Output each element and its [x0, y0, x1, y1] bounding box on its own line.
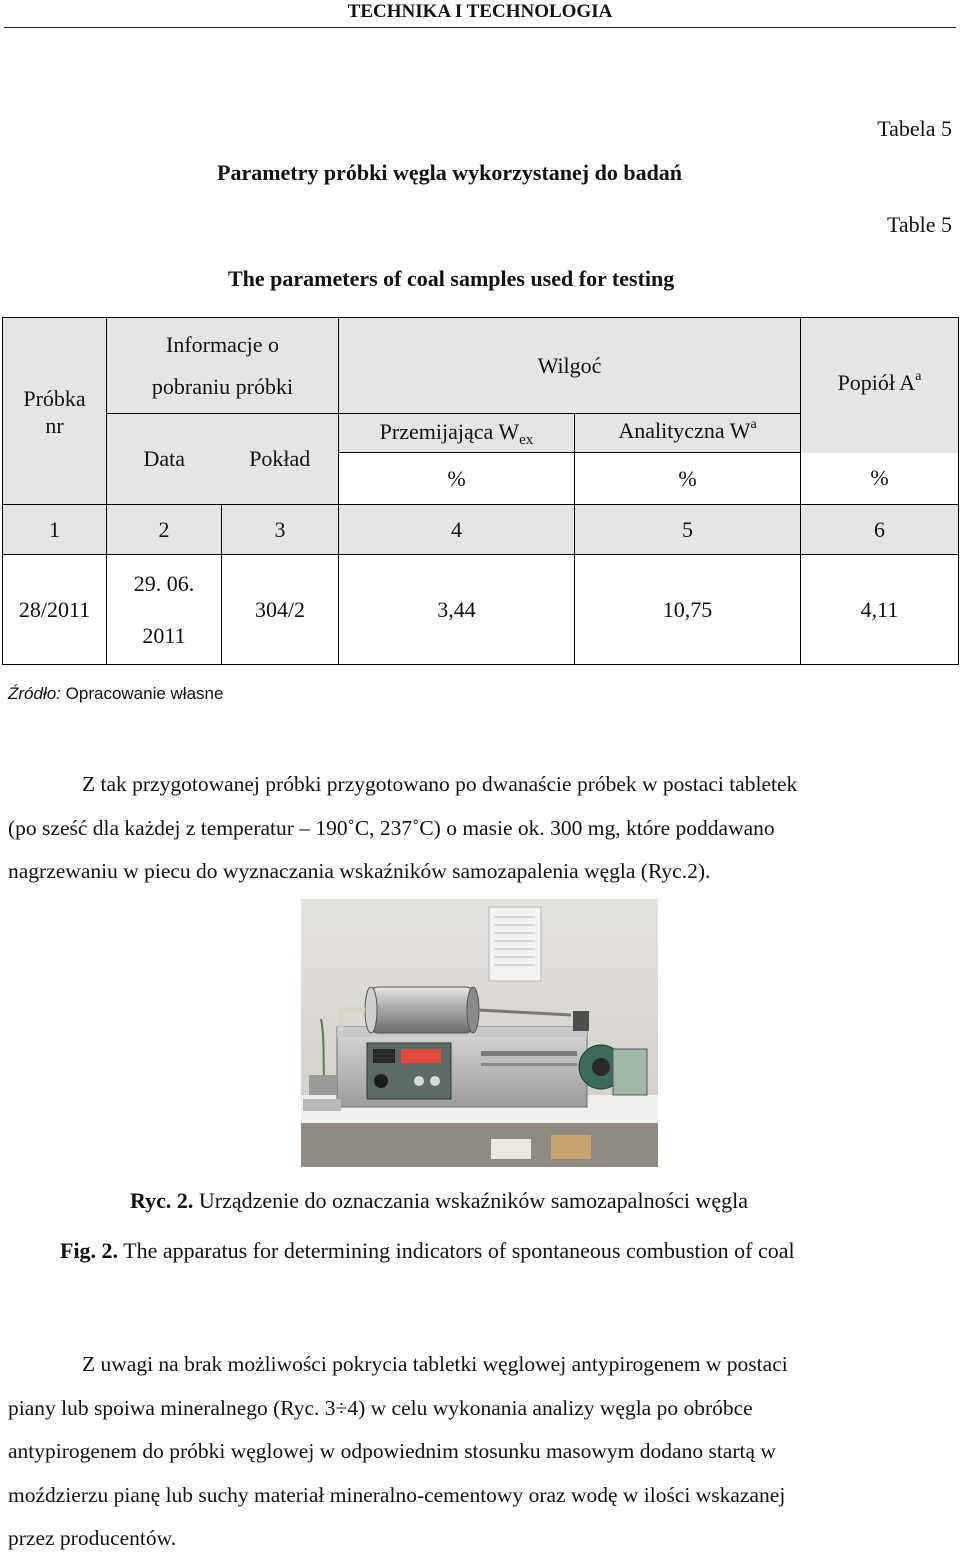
- paragraph-1-line-2: (po sześć dla każdej z temperatur – 190˚C, 237˚C) o masie ok. 300 mg, które poddawano: [8, 815, 775, 840]
- header-transient-moisture: Przemijająca $W_{ex}$: [339, 414, 575, 453]
- paragraph-1-line-3: nagrzewaniu w piecu do wyznaczania wskaźników samozapalenia węgla (Ryc.2).: [8, 859, 711, 883]
- header-analytic-moisture: Analityczna $W^a$: [575, 414, 801, 453]
- header-rule: [4, 27, 956, 28]
- coal-parameters-table: [2, 317, 959, 665]
- header-seam: Pokład: [222, 414, 339, 505]
- paragraph-2-line-1: Z uwagi na brak możliwości pokrycia tabletki węglowej antypirogenem w postaci: [82, 1352, 788, 1376]
- paragraph-1: [8, 763, 952, 894]
- unit-analytic: %: [575, 453, 801, 505]
- col-number-1: 1: [3, 505, 107, 555]
- cell-seam: 304/2: [222, 555, 339, 665]
- apparatus-photo-illustration: [301, 899, 658, 1167]
- paragraph-2-line-3: antypirogenem do próbki węglowej w odpowiednim stosunku masowym dodano startą w: [8, 1439, 776, 1463]
- table-number-en: Table 5: [886, 212, 952, 237]
- cell-date: 29. 06. 2011: [107, 555, 222, 665]
- header-moisture: Wilgoć: [339, 318, 801, 414]
- header-sample-nr: nr: [3, 414, 107, 453]
- header-date: Data: [107, 414, 222, 505]
- table-title-en: The parameters of coal samples used for testing: [228, 266, 675, 291]
- paragraph-2-line-4: moździerzu pianę lub suchy materiał mineralno-cementowy oraz wodę w ilości wskazanej: [8, 1482, 786, 1507]
- cell-sample-nr: 28/2011: [3, 555, 107, 665]
- col-number-3: 3: [222, 505, 339, 555]
- col-number-5: 5: [575, 505, 801, 555]
- apparatus-photo: [301, 899, 658, 1167]
- header-sample-blank: [3, 453, 107, 505]
- table-source: Źródło: Opracowanie własne: [8, 684, 224, 703]
- table-title-pl: Parametry próbki węgla wykorzystanej do badań: [217, 160, 683, 185]
- header-sample: Próbka: [3, 318, 107, 414]
- figure-caption-pl: Ryc. 2. Urządzenie do oznaczania wskaźników samozapalności węgla: [130, 1188, 749, 1213]
- cell-transient-moisture: 3,44: [339, 555, 575, 665]
- header-ash: Popiół $A^a$: [801, 318, 959, 453]
- paragraph-2-line-2: piany lub spoiwa mineralnego (Ryc. 3÷4) w celu wykonania analizy węgla po obróbce: [8, 1395, 753, 1420]
- figure-caption-en: Fig. 2. The apparatus for determining indicators of spontaneous combustion of coal: [60, 1238, 795, 1263]
- running-header: TECHNIKA I TECHNOLOGIA: [347, 1, 613, 22]
- unit-ash: %: [801, 453, 959, 505]
- paragraph-2: [8, 1343, 952, 1561]
- col-number-4: 4: [339, 505, 575, 555]
- table-row: [3, 555, 959, 665]
- cell-ash: 4,11: [801, 555, 959, 665]
- col-number-6: 6: [801, 505, 959, 555]
- unit-transient: %: [339, 453, 575, 505]
- table-number-pl: Tabela 5: [877, 116, 952, 141]
- cell-analytic-moisture: 10,75: [575, 555, 801, 665]
- col-number-2: 2: [107, 505, 222, 555]
- header-sample-info: Informacje o pobraniu próbki: [107, 318, 339, 414]
- paragraph-2-line-5: przez producentów.: [8, 1526, 177, 1550]
- paragraph-1-line-1: Z tak przygotowanej próbki przygotowano po dwanaście próbek w postaci tabletek: [82, 772, 798, 796]
